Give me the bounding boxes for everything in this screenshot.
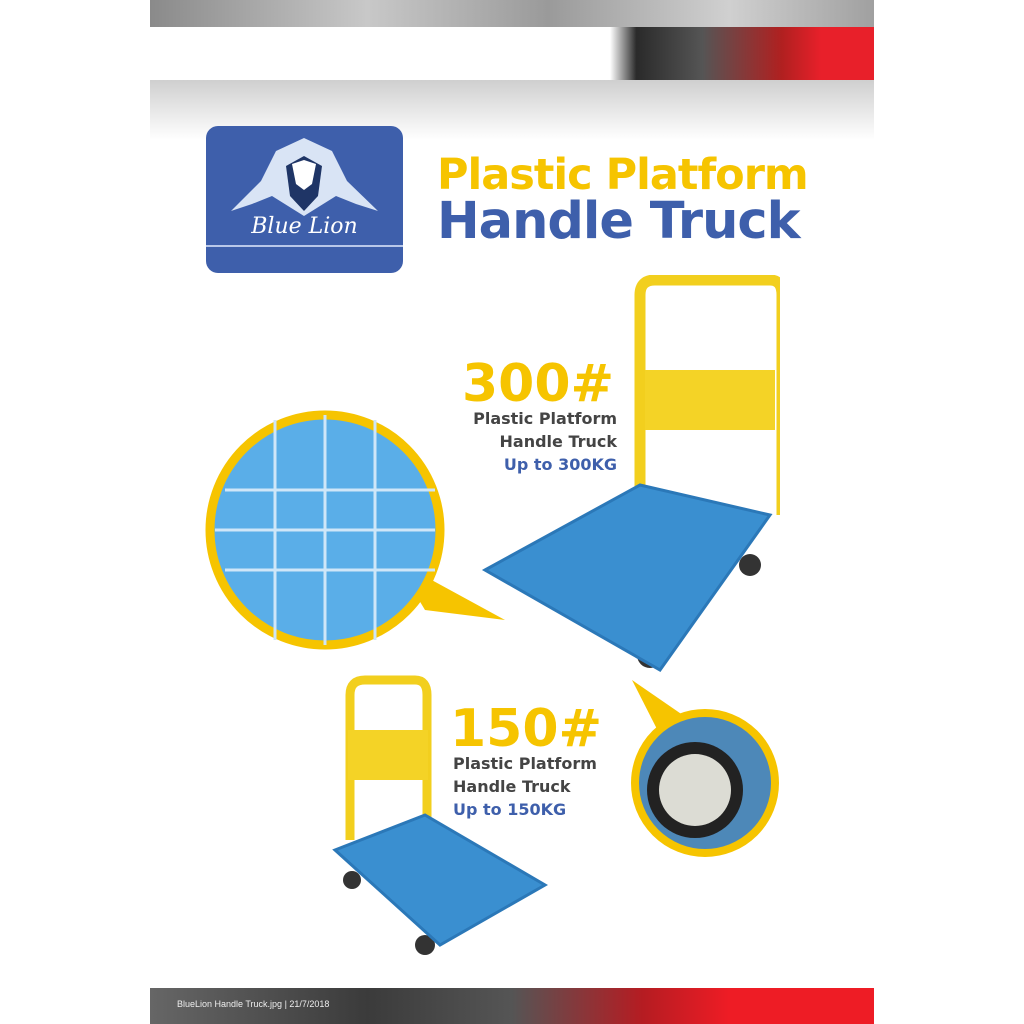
footer-caption: BlueLion Handle Truck.jpg | 21/7/2018 [177,999,330,1009]
brand-name: Blue Lion [251,214,358,239]
title-line-1: Plastic Platform [437,150,808,200]
blue-lion-logo [206,126,403,273]
platform-detail-callout [205,410,505,650]
capacity-150: 150# [450,699,603,759]
top-hex-banner [150,0,874,27]
top-band [150,27,874,80]
truck-300-image [480,275,780,685]
product-150-desc: Plastic Platform Handle Truck Up to 150KG [453,754,597,819]
capacity-300: 300# [462,354,615,414]
flyer [150,0,874,1024]
lion-icon [206,126,403,216]
wheel-detail-callout [620,680,780,860]
product-300-desc: Plastic Platform Handle Truck Up to 300KG [473,409,617,474]
title-line-2: Handle Truck [437,192,800,251]
footer-banner [150,988,874,1024]
